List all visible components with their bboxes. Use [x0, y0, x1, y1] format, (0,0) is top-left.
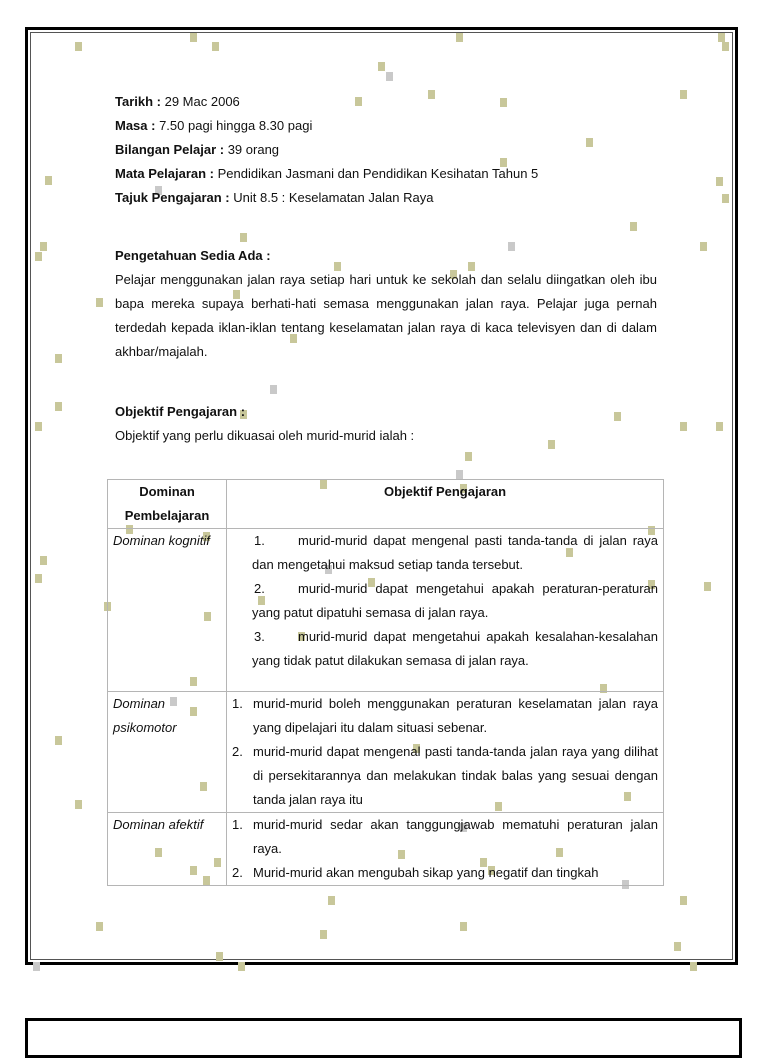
objective-cell: [227, 692, 664, 813]
list-item: 3. murid-murid dapat mengetahui apakah kesalahan-kesalahan yang tidak patut dilakukan semasa di jalan raya.: [252, 629, 658, 668]
speckle: [240, 233, 247, 242]
subject-line: Mata Pelajaran : Pendidikan Jasmani dan Pendidikan Kesihatan Tahun 5: [115, 166, 539, 181]
prior-knowledge-body: Pelajar menggunakan jalan raya setiap hari untuk ke sekolah dan selalu diingatkan oleh ibu bapa mereka supaya berhati-hati semasa menggunakan jalan raya. Pelajar juga pernah terdedah kepada iklan-iklan tentang keselamatan jalan raya di kaca televisyen dan di dalam akhbar/majalah.: [115, 272, 657, 359]
domain-cell: Dominan kognitif: [108, 529, 227, 692]
objective-cell: [227, 813, 664, 886]
speckle: [630, 222, 637, 231]
objectives-section: [115, 400, 657, 448]
speckle: [40, 556, 47, 565]
speckle: [75, 800, 82, 809]
speckle: [270, 385, 277, 394]
speckle: [704, 582, 711, 591]
speckle: [386, 72, 393, 81]
table-header-row: [108, 480, 664, 529]
speckle: [680, 422, 687, 431]
speckle: [75, 42, 82, 51]
objectives-table: [107, 479, 664, 886]
speckle: [718, 33, 725, 42]
table-row: [108, 529, 664, 692]
objective-cell: [227, 529, 664, 692]
list-item: 2. murid-murid dapat mengenal pasti tanda-tanda jalan raya yang dilihat di persekitarannya dan melakukan tindak balas yang sesuai dengan tanda jalan raya itu: [232, 744, 658, 807]
time-line: Masa : 7.50 pagi hingga 8.30 pagi: [115, 118, 313, 133]
speckle: [216, 952, 223, 961]
prior-knowledge-heading: Pengetahuan Sedia Ada :: [115, 248, 271, 263]
list-item: 1. murid-murid boleh menggunakan peraturan keselamatan jalan raya yang dipelajari itu dalam situasi sebenar.: [232, 696, 658, 735]
student-count-line: Bilangan Pelajar : 39 orang: [115, 142, 280, 157]
topic-line: Tajuk Pengajaran : Unit 8.5 : Keselamatan Jalan Raya: [115, 190, 434, 205]
speckle: [238, 962, 245, 971]
speckle: [460, 922, 467, 931]
speckle: [35, 422, 42, 431]
speckle: [96, 922, 103, 931]
list-item: 1. murid-murid sedar akan tanggungjawab mematuhi peraturan jalan raya.: [232, 817, 658, 856]
domain-cell: Dominan afektif: [108, 813, 227, 886]
speckle: [212, 42, 219, 51]
speckle: [33, 962, 40, 971]
list-item: 2. murid-murid dapat mengetahui apakah peraturan-peraturan yang patut dipatuhi semasa di jalan raya.: [252, 581, 658, 620]
speckle: [722, 42, 729, 51]
table-row: [108, 813, 664, 886]
speckle: [680, 896, 687, 905]
objectives-heading: Objektif Pengajaran :: [115, 404, 246, 419]
speckle: [690, 962, 697, 971]
date-line: Tarikh : 29 Mac 2006: [115, 94, 240, 109]
speckle: [722, 194, 729, 203]
next-page: [25, 1018, 742, 1058]
speckle: [55, 736, 62, 745]
speckle: [35, 574, 42, 583]
table-row: [108, 692, 664, 813]
speckle: [378, 62, 385, 71]
speckle: [456, 470, 463, 479]
speckle: [55, 354, 62, 363]
speckle: [465, 452, 472, 461]
speckle: [190, 33, 197, 42]
objectives-intro: Objektif yang perlu dikuasai oleh murid-murid ialah :: [115, 428, 415, 443]
speckle: [96, 298, 103, 307]
speckle: [586, 138, 593, 147]
lesson-details: [115, 90, 538, 210]
speckle: [40, 242, 47, 251]
speckle: [55, 402, 62, 411]
speckle: [680, 90, 687, 99]
header-domain: Dominan Pembelajaran: [108, 480, 227, 529]
header-objective: Objektif Pengajaran: [227, 480, 664, 529]
speckle: [716, 177, 723, 186]
speckle: [45, 176, 52, 185]
speckle: [35, 252, 42, 261]
list-item: 2. Murid-murid akan mengubah sikap yang negatif dan tingkah: [232, 865, 599, 880]
speckle: [456, 33, 463, 42]
speckle: [700, 242, 707, 251]
speckle: [716, 422, 723, 431]
domain-cell: Dominan psikomotor: [108, 692, 227, 813]
speckle: [320, 930, 327, 939]
speckle: [328, 896, 335, 905]
prior-knowledge-section: [115, 244, 657, 364]
list-item: 1. murid-murid dapat mengenal pasti tanda-tanda di jalan raya dan mengetahui maksud setiap tanda tersebut.: [252, 533, 658, 572]
speckle: [674, 942, 681, 951]
